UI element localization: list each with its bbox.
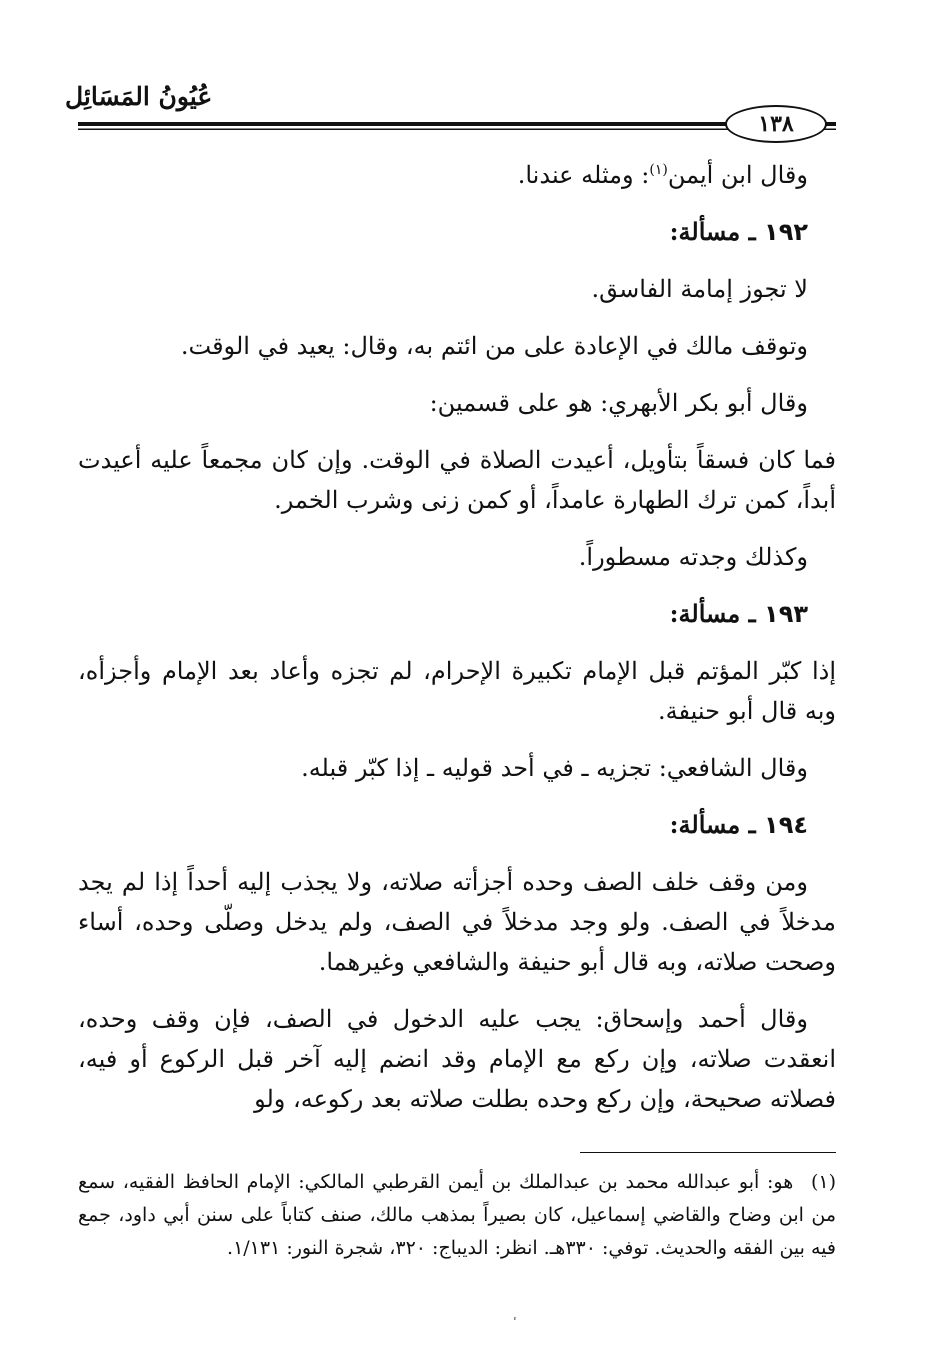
running-title: عُيُونُ المَسَائِل xyxy=(65,82,213,111)
paragraph: وتوقف مالك في الإعادة على من ائتم به، وقال: يعيد في الوقت. xyxy=(180,332,808,360)
paragraph: ومن وقف خلف الصف وحده أجزأته صلاته، ولا يجذب إليه أحداً إذا لم يجد مدخلاً في الصف. ولو وجد مدخلاً في الصف، ولم يدخل وصلّى وحده، أساء وصحت صلاته، وبه قال أبو حنيفة والشافعي وغيرهما. xyxy=(78,868,836,976)
issue-heading-192: ١٩٢ ـ مسألة: xyxy=(669,217,808,246)
footnote-rule xyxy=(580,1152,836,1153)
paragraph: وقال ابن أيمن$^{(١)}$: ومثله عندنا. xyxy=(517,161,808,189)
paragraph: لا تجوز إمامة الفاسق. xyxy=(591,275,808,303)
issue-heading-194: ١٩٤ ـ مسألة: xyxy=(669,810,808,839)
paragraph: وكذلك وجدته مسطوراً. xyxy=(578,543,808,571)
paragraph: فما كان فسقاً بتأويل، أعيدت الصلاة في الوقت. وإن كان مجمعاً عليه أعيدت أبداً، كمن ترك الطهارة عامداً، أو كمن زنى وشرب الخمر. xyxy=(78,446,836,514)
paragraph: وقال الشافعي: تجزيه ـ في أحد قوليه ـ إذا كبّر قبله. xyxy=(301,754,808,782)
paragraph: وقال أبو بكر الأبهري: هو على قسمين: xyxy=(429,389,808,417)
paragraph: وقال أحمد وإسحاق: يجب عليه الدخول في الصف، فإن وقف وحده، انعقدت صلاته، وإن ركع مع الإمام وقد انضم إليه آخر قبل الركوع أو فيه، فصلاته صحيحة، وإن ركع وحده بطلت صلاته بعد ركوعه، ولو xyxy=(78,1005,836,1113)
main-text xyxy=(78,150,836,1136)
footnote-marker: (١) xyxy=(810,1171,836,1193)
footnote-text: هو: أبو عبدالله محمد بن عبدالملك بن أيمن القرطبي المالكي: الإمام الحافظ الفقيه، سمع من ابن وضاح والقاضي إسماعيل، كان بصيراً بمذهب مالك، صنف كتاباً على سنن أبي داود، جمع فيه بين الفقه والحديث. توفي: ٣٣٠هـ. انظر: الديباج: ٣٢٠، شجرة النور: ١/١٣١. xyxy=(78,1171,836,1259)
page-number: ١٣٨ xyxy=(725,105,827,143)
header-rule xyxy=(78,122,836,131)
paragraph: إذا كبّر المؤتم قبل الإمام تكبيرة الإحرام، لم تجزه وأعاد بعد الإمام وأجزأه، وبه قال أبو حنيفة. xyxy=(78,657,836,725)
issue-heading-193: ١٩٣ ـ مسألة: xyxy=(669,599,808,628)
footnote xyxy=(78,1166,836,1265)
footnote-reference[interactable]: (١) xyxy=(649,162,668,178)
